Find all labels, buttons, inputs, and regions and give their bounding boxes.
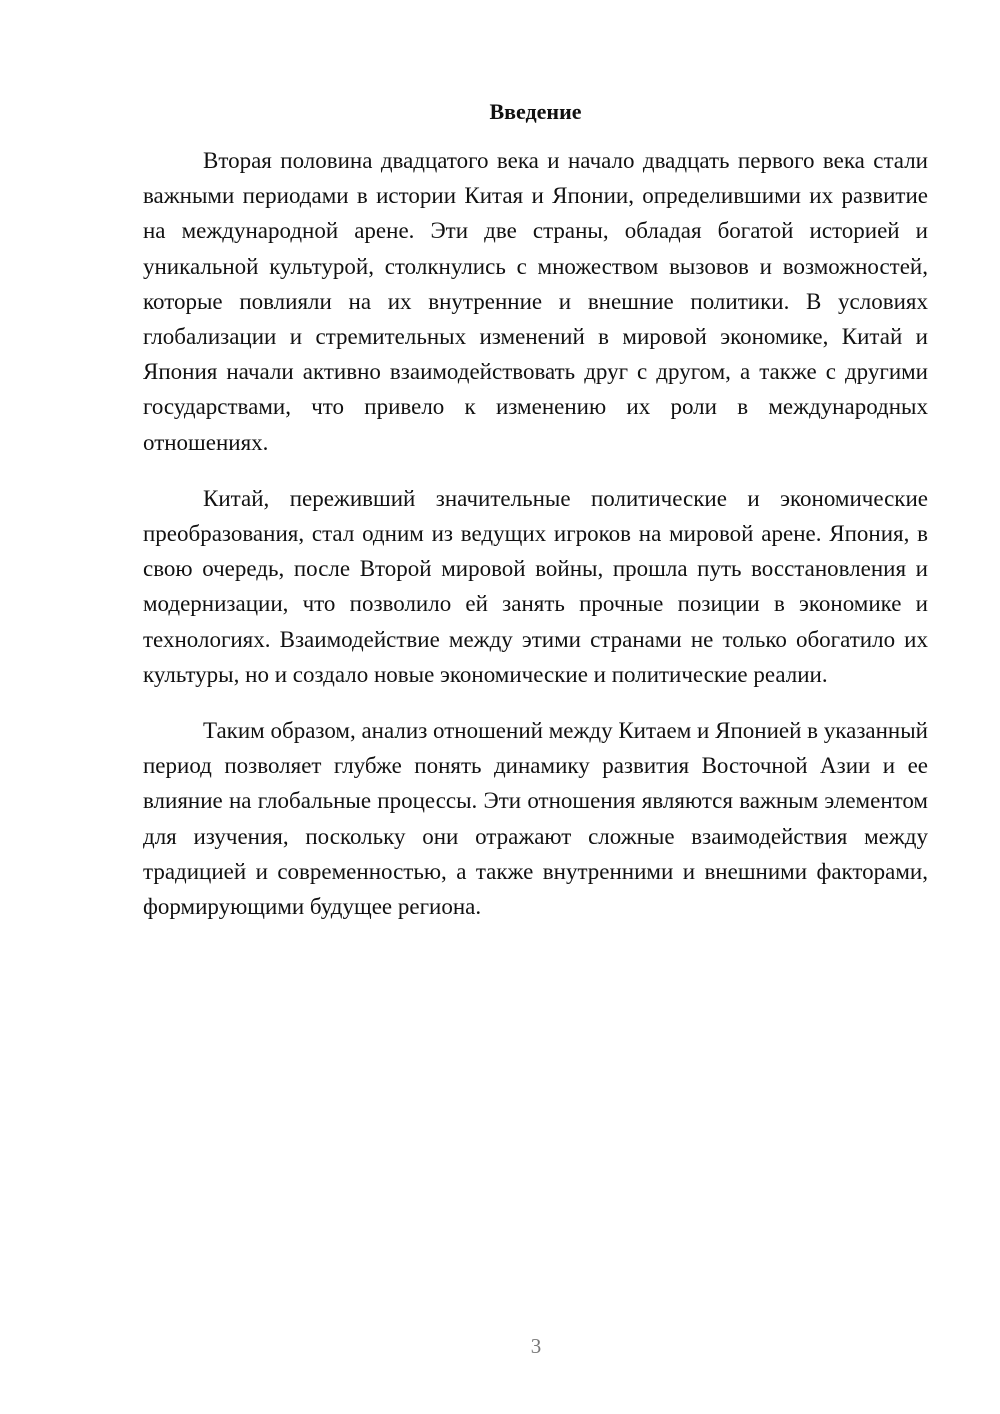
- paragraph-2: Китай, переживший значительные политические и экономические преобразования, стал одним из ведущих игроков на мировой арене. Япония, в свою очередь, после Второй мировой войны, прошла путь восстановления и модернизации, что позволило ей занять прочные позиции в экономике и технологиях. Взаимодействие между этими странами не только обогатило их культуры, но и создало новые экономические и политические реалии.: [143, 485, 928, 687]
- page-number: 3: [530, 1334, 542, 1358]
- body-text: [143, 143, 928, 945]
- page-title: Введение: [489, 99, 582, 124]
- paragraph-1: Вторая половина двадцатого века и начало двадцать первого века стали важными периодами в истории Китая и Японии, определившими их развитие на международной арене. Эти две страны, обладая богатой историей и уникальной культурой, столкнулись с множеством вызовов и возможностей, которые повлияли на их внутренние и внешние политики. В условиях глобализации и стремительных изменений в мировой экономике, Китай и Япония начали активно взаимодействовать друг с другом, а также с другими государствами, что привело к изменению их роли в международных отношениях.: [143, 148, 928, 455]
- paragraph-3: Таким образом, анализ отношений между Китаем и Японией в указанный период позволяет глубже понять динамику развития Восточной Азии и ее влияние на глобальные процессы. Эти отношения являются важным элементом для изучения, поскольку они отражают сложные взаимодействия между традицией и современностью, а также внутренними и внешними факторами, формирующими будущее региона.: [143, 718, 928, 920]
